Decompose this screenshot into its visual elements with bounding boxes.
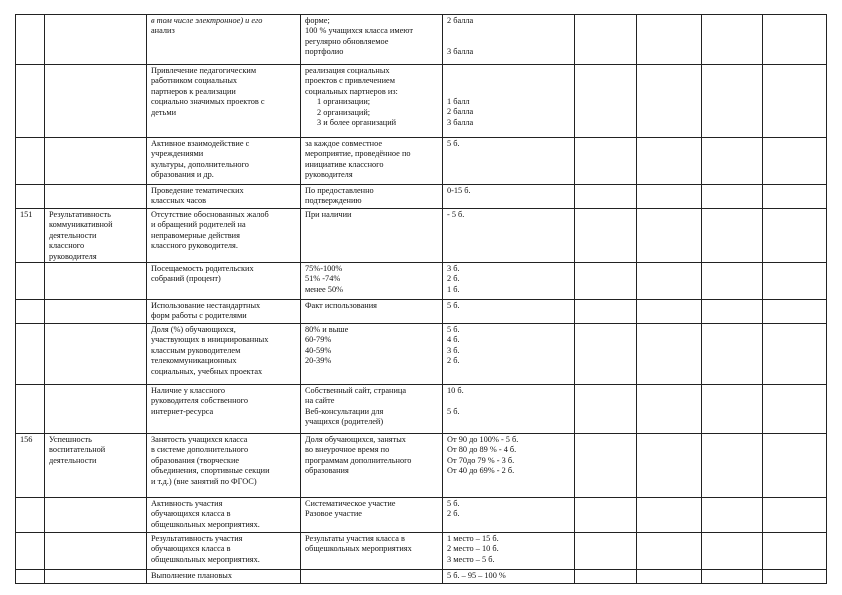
- score-line: От 90 до 100% - 5 б.: [447, 435, 519, 445]
- indicator-line: 2 организаций;: [317, 107, 371, 117]
- row-number-cell: [16, 263, 45, 300]
- criterion-line: образования и др.: [151, 170, 214, 180]
- empty-cell: [702, 324, 763, 385]
- indicator-line: 60-79%: [305, 335, 332, 345]
- criterion-line: телекоммуникационных: [151, 356, 237, 366]
- criterion-line: Посещаемость родительских: [151, 264, 254, 274]
- criterion-line: руководителя собственного: [151, 396, 249, 406]
- empty-cell: [575, 300, 637, 324]
- criterion-line: общешкольных мероприятиях.: [151, 519, 260, 529]
- row-number-cell: [16, 324, 45, 385]
- criterion-line: в системе дополнительного: [151, 445, 249, 455]
- criterion-line: участвующих в инициированных: [151, 335, 269, 345]
- empty-cell: [763, 385, 827, 434]
- indicator-line: образования: [305, 466, 349, 476]
- criterion-line: культуры, дополнительного: [151, 159, 249, 169]
- score-line: - 5 б.: [447, 210, 465, 219]
- score-line: 3 балла: [447, 47, 474, 57]
- empty-cell: [763, 300, 827, 324]
- criterion-line: классных часов: [151, 196, 207, 206]
- criterion-line: общешкольных мероприятиях.: [151, 554, 260, 564]
- criterion-line: учреждениями: [151, 149, 204, 159]
- table-row: [16, 324, 827, 385]
- criterion-line: анализ: [151, 26, 175, 36]
- direction-line: Успешность: [49, 435, 92, 445]
- indicator-cell: [301, 263, 443, 300]
- criterion-line: собраний (процент): [151, 274, 221, 284]
- empty-cell: [637, 263, 702, 300]
- indicator-line: за каждое совместное: [305, 139, 383, 148]
- criterion-cell: [147, 533, 301, 570]
- score-cell: [443, 209, 575, 263]
- indicator-cell: [301, 324, 443, 385]
- criterion-cell: [147, 65, 301, 138]
- score-cell: [443, 385, 575, 434]
- evaluation-criteria-table: [15, 14, 827, 584]
- score-line: 3 б.: [447, 264, 460, 274]
- empty-cell: [575, 533, 637, 570]
- indicator-line: При наличии: [305, 210, 352, 219]
- indicator-line: портфолио: [305, 47, 344, 57]
- empty-cell: [763, 570, 827, 584]
- row-number: 151: [20, 210, 33, 219]
- criterion-line: Выполнение плановых: [151, 571, 232, 581]
- direction-line: деятельности: [49, 455, 97, 465]
- criterion-line: партнеров к реализации: [151, 86, 236, 96]
- empty-cell: [702, 570, 763, 584]
- empty-cell: [637, 498, 702, 533]
- score-line: 5 б. – 95 – 100 %: [447, 571, 506, 581]
- table-row: [16, 300, 827, 324]
- empty-cell: [763, 263, 827, 300]
- row-number-cell: [16, 385, 45, 434]
- empty-cell: [637, 434, 702, 498]
- score-line: 2 б.: [447, 356, 460, 366]
- row-number-cell: [16, 434, 45, 498]
- indicator-cell: [301, 498, 443, 533]
- empty-cell: [637, 324, 702, 385]
- score-line: 2 б.: [447, 274, 460, 284]
- indicator-cell: [301, 185, 443, 209]
- score-line: 5 б.: [447, 499, 460, 509]
- empty-cell: [763, 209, 827, 263]
- criterion-line: и т.д.) (вне занятий по ФГОС): [151, 476, 257, 486]
- indicator-line: проектов с привлечением: [305, 76, 395, 86]
- table-row: [16, 434, 827, 498]
- indicator-line: 1 организации;: [317, 97, 371, 107]
- score-line: 2 место – 10 б.: [447, 544, 499, 554]
- row-number-cell: [16, 498, 45, 533]
- indicator-line: 100 % учащихся класса имеют: [305, 26, 413, 36]
- empty-cell: [702, 209, 763, 263]
- score-line: 10 б.: [447, 386, 464, 396]
- empty-cell: [763, 138, 827, 185]
- criterion-line: Активное взаимодействие с: [151, 139, 250, 148]
- score-cell: [443, 138, 575, 185]
- row-number: 156: [20, 435, 33, 445]
- indicator-line: Собственный сайт, страница: [305, 386, 407, 396]
- empty-cell: [763, 434, 827, 498]
- row-number-cell: [16, 15, 45, 65]
- criterion-line: Проведение тематических: [151, 186, 244, 195]
- indicator-cell: [301, 300, 443, 324]
- table-row: [16, 209, 827, 263]
- empty-cell: [702, 185, 763, 209]
- score-cell: [443, 533, 575, 570]
- direction-cell: [45, 209, 147, 263]
- direction-cell: [45, 324, 147, 385]
- criterion-cell: [147, 15, 301, 65]
- empty-cell: [575, 385, 637, 434]
- score-line: 1 балл: [447, 97, 470, 106]
- empty-cell: [575, 324, 637, 385]
- table-row: [16, 15, 827, 65]
- score-cell: [443, 263, 575, 300]
- score-line: От 40 до 69% - 2 б.: [447, 466, 515, 476]
- score-cell: [443, 434, 575, 498]
- criterion-line: детьми: [151, 107, 177, 117]
- score-cell: [443, 65, 575, 138]
- empty-cell: [637, 65, 702, 138]
- direction-cell: [45, 570, 147, 584]
- indicator-line: Доля обучающихся, занятых: [305, 435, 406, 445]
- row-number-cell: [16, 185, 45, 209]
- empty-cell: [702, 434, 763, 498]
- indicator-line: реализация социальных: [305, 66, 390, 75]
- empty-cell: [702, 138, 763, 185]
- score-line: 5 б.: [447, 406, 460, 416]
- score-cell: [443, 324, 575, 385]
- empty-cell: [575, 570, 637, 584]
- indicator-line: Результаты участия класса в: [305, 534, 405, 544]
- empty-cell: [702, 300, 763, 324]
- table-row: [16, 138, 827, 185]
- table-row: [16, 498, 827, 533]
- empty-cell: [575, 138, 637, 185]
- direction-cell: [45, 263, 147, 300]
- direction-line: Результативность: [49, 210, 111, 219]
- direction-cell: [45, 498, 147, 533]
- direction-cell: [45, 65, 147, 138]
- score-line: 5 б.: [447, 139, 460, 148]
- direction-cell: [45, 385, 147, 434]
- empty-cell: [637, 15, 702, 65]
- criterion-line: Доля (%) обучающихся,: [151, 325, 236, 335]
- score-line: 2 б.: [447, 509, 460, 519]
- criterion-line: Отсутствие обоснованных жалоб: [151, 210, 269, 219]
- indicator-line: программам дополнительного: [305, 455, 412, 465]
- table-row: [16, 185, 827, 209]
- empty-cell: [637, 185, 702, 209]
- indicator-cell: [301, 385, 443, 434]
- row-number-cell: [16, 138, 45, 185]
- empty-cell: [575, 15, 637, 65]
- empty-cell: [637, 385, 702, 434]
- indicator-line: 80% и выше: [305, 325, 349, 335]
- indicator-cell: [301, 65, 443, 138]
- criterion-line: интернет-ресурса: [151, 406, 214, 416]
- empty-cell: [702, 533, 763, 570]
- empty-cell: [702, 263, 763, 300]
- criterion-line: и обращений родителей на: [151, 220, 246, 230]
- score-line: 2 балла: [447, 16, 474, 25]
- indicator-line: на сайте: [305, 396, 335, 406]
- empty-cell: [575, 209, 637, 263]
- direction-line: деятельности: [49, 230, 97, 240]
- indicator-line: По предоставленно: [305, 186, 374, 195]
- indicator-line: социальных партнеров из:: [305, 86, 398, 96]
- empty-cell: [702, 385, 763, 434]
- criterion-line: Наличие у классного: [151, 386, 226, 396]
- criterion-line: Результативность участия: [151, 534, 243, 544]
- empty-cell: [763, 324, 827, 385]
- indicator-line: менее 50%: [305, 284, 344, 294]
- direction-line: классного: [49, 241, 85, 251]
- row-number-cell: [16, 65, 45, 138]
- empty-cell: [575, 434, 637, 498]
- empty-cell: [575, 498, 637, 533]
- empty-cell: [763, 498, 827, 533]
- indicator-line: мероприятие, проведённое по: [305, 149, 411, 159]
- direction-cell: [45, 15, 147, 65]
- indicator-line: подтверждению: [305, 196, 362, 206]
- row-number-cell: [16, 570, 45, 584]
- score-line: 4 б.: [447, 335, 460, 345]
- indicator-line: во внеурочное время по: [305, 445, 390, 455]
- empty-cell: [637, 209, 702, 263]
- direction-cell: [45, 434, 147, 498]
- criterion-line: неправомерные действия: [151, 230, 240, 240]
- table-row: [16, 263, 827, 300]
- indicator-line: инициативе классного: [305, 159, 384, 169]
- table-body: [16, 15, 827, 584]
- score-cell: [443, 15, 575, 65]
- criterion-line: классного руководителя.: [151, 241, 238, 251]
- indicator-cell: [301, 15, 443, 65]
- indicator-line: Систематическое участие: [305, 499, 396, 509]
- criterion-line: социально значимых проектов с: [151, 97, 265, 107]
- score-line: 3 б.: [447, 345, 460, 355]
- score-line: [447, 26, 571, 36]
- indicator-line: Факт использования: [305, 301, 377, 311]
- criterion-line: социальных, учебных проектах: [151, 366, 263, 376]
- indicator-cell: [301, 570, 443, 584]
- score-line: [447, 37, 571, 47]
- empty-cell: [763, 65, 827, 138]
- direction-cell: [45, 533, 147, 570]
- indicator-line: 51% -74%: [305, 274, 341, 284]
- indicator-line: руководителя: [305, 170, 353, 180]
- score-cell: [443, 185, 575, 209]
- score-line: 5 б.: [447, 301, 460, 311]
- indicator-line: учащихся (родителей): [305, 417, 384, 427]
- criterion-cell: [147, 185, 301, 209]
- empty-cell: [763, 533, 827, 570]
- criterion-cell: [147, 385, 301, 434]
- criterion-line: форм работы с родителями: [151, 311, 247, 321]
- criterion-cell: [147, 324, 301, 385]
- criterion-line: объединения, спортивные секции: [151, 466, 270, 476]
- criterion-line: в том числе электронное) и его: [151, 16, 263, 25]
- criterion-line: образования (творческие: [151, 455, 240, 465]
- score-line: 3 балла: [447, 117, 474, 127]
- table-row: [16, 533, 827, 570]
- indicator-line: общешкольных мероприятиях: [305, 544, 412, 554]
- indicator-line: 3 и более организаций: [317, 118, 397, 128]
- criterion-line: Привлечение педагогическим: [151, 66, 257, 75]
- criterion-cell: [147, 434, 301, 498]
- empty-cell: [637, 570, 702, 584]
- indicator-line: 20-39%: [305, 356, 332, 366]
- criterion-cell: [147, 498, 301, 533]
- indicator-line: форме;: [305, 16, 330, 25]
- indicator-line: регулярно обновляемое: [305, 36, 389, 46]
- empty-cell: [637, 533, 702, 570]
- criterion-line: Занятость учащихся класса: [151, 435, 248, 445]
- score-line: 0-15 б.: [447, 186, 471, 195]
- criterion-line: обучающихся класса в: [151, 544, 231, 554]
- criterion-cell: [147, 570, 301, 584]
- indicator-cell: [301, 209, 443, 263]
- table-row: [16, 570, 827, 584]
- table-row: [16, 65, 827, 138]
- score-line: 2 балла: [447, 107, 474, 117]
- score-cell: [443, 570, 575, 584]
- empty-cell: [575, 185, 637, 209]
- empty-cell: [637, 138, 702, 185]
- score-line: 3 место – 5 б.: [447, 554, 495, 564]
- direction-line: руководителя: [49, 251, 97, 261]
- direction-line: коммуникативной: [49, 220, 113, 230]
- indicator-cell: [301, 138, 443, 185]
- direction-line: воспитательной: [49, 445, 106, 455]
- direction-cell: [45, 300, 147, 324]
- criterion-line: обучающихся класса в: [151, 509, 231, 519]
- indicator-cell: [301, 533, 443, 570]
- row-number-cell: [16, 209, 45, 263]
- criterion-line: Использование нестандартных: [151, 301, 261, 311]
- score-cell: [443, 300, 575, 324]
- score-cell: [443, 498, 575, 533]
- criterion-cell: [147, 263, 301, 300]
- score-line: 5 б.: [447, 325, 460, 335]
- empty-cell: [637, 300, 702, 324]
- criterion-cell: [147, 209, 301, 263]
- indicator-line: 75%-100%: [305, 264, 343, 274]
- row-number-cell: [16, 300, 45, 324]
- score-line: 1 б.: [447, 284, 460, 294]
- row-number-cell: [16, 533, 45, 570]
- table-row: [16, 385, 827, 434]
- indicator-cell: [301, 434, 443, 498]
- indicator-line: 40-59%: [305, 345, 332, 355]
- empty-cell: [702, 498, 763, 533]
- score-line: 1 место – 15 б.: [447, 534, 499, 544]
- score-line: [447, 396, 571, 406]
- empty-cell: [575, 65, 637, 138]
- score-line: От 70до 79 % - 3 б.: [447, 455, 515, 465]
- indicator-line: Веб-консультации для: [305, 406, 384, 416]
- criterion-cell: [147, 300, 301, 324]
- empty-cell: [702, 15, 763, 65]
- empty-cell: [702, 65, 763, 138]
- direction-cell: [45, 185, 147, 209]
- indicator-line: Разовое участие: [305, 509, 362, 519]
- criterion-line: классным руководителем: [151, 345, 241, 355]
- criterion-line: Активность участия: [151, 499, 223, 509]
- empty-cell: [575, 263, 637, 300]
- score-line: От 80 до 89 % - 4 б.: [447, 445, 517, 455]
- direction-cell: [45, 138, 147, 185]
- empty-cell: [763, 185, 827, 209]
- empty-cell: [763, 15, 827, 65]
- criterion-line: работником социальных: [151, 76, 238, 86]
- criterion-cell: [147, 138, 301, 185]
